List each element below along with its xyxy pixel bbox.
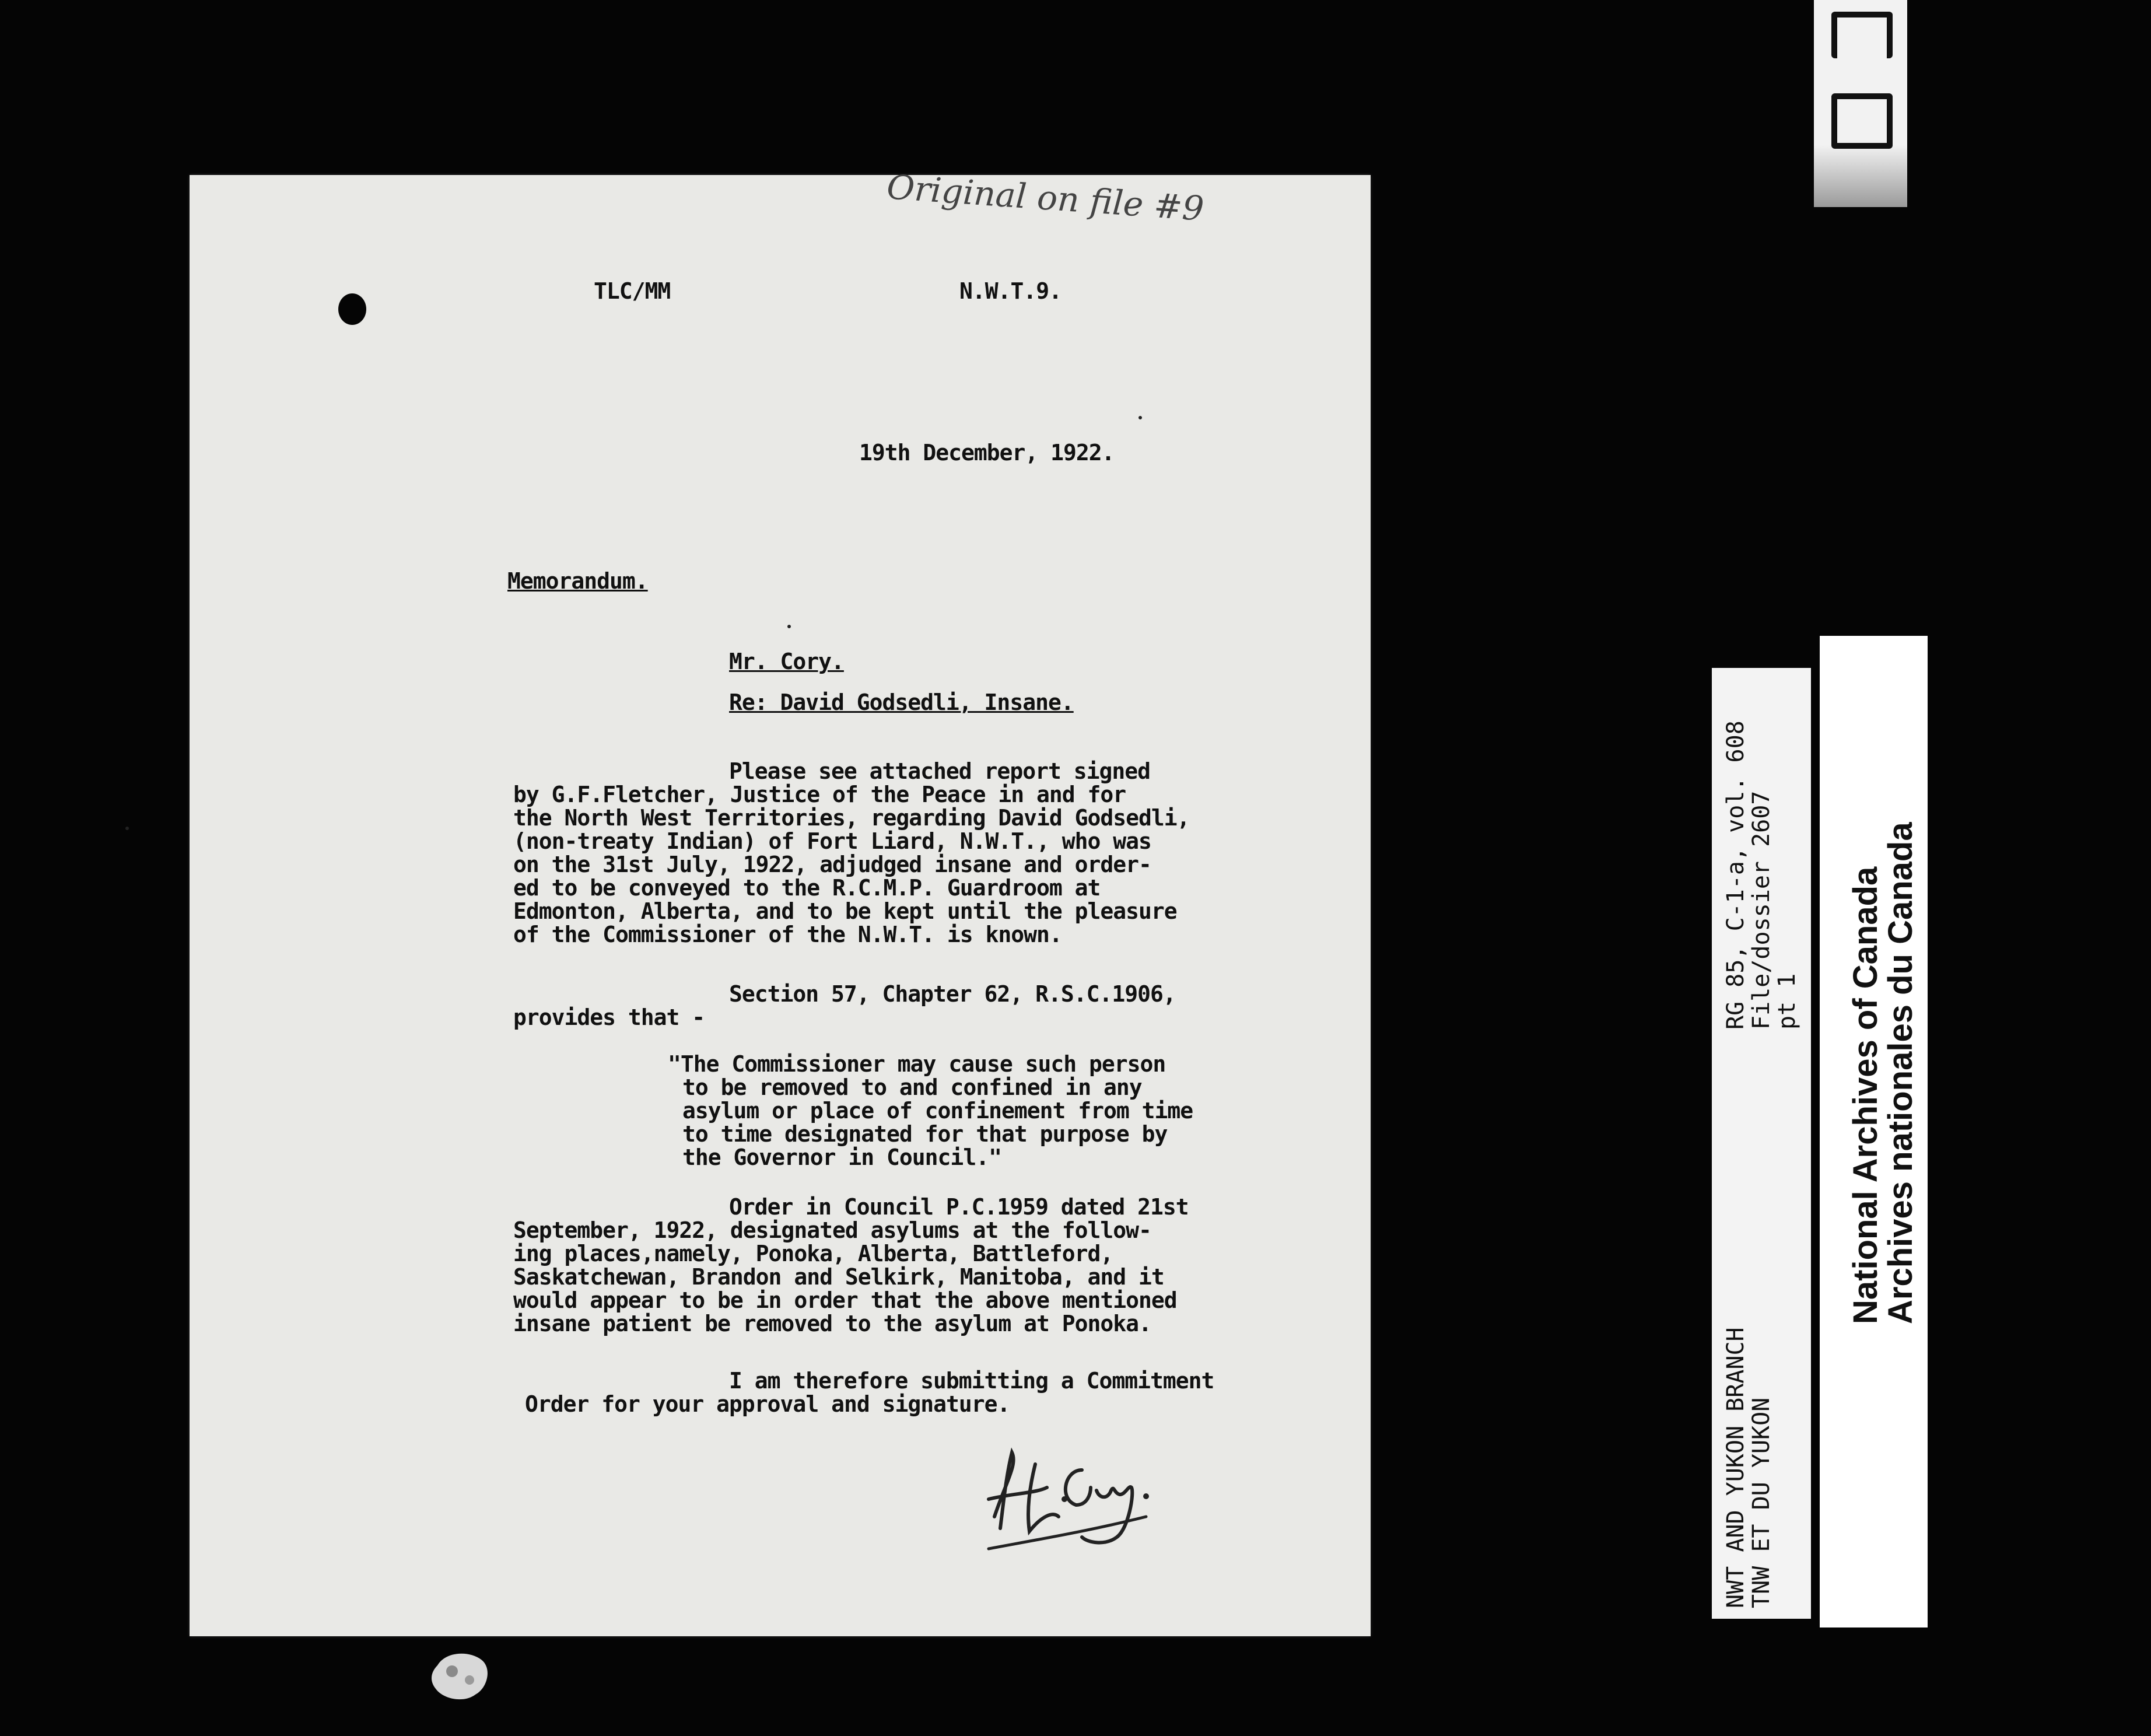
punch-hole: [338, 293, 366, 325]
paragraph-line: by G.F.Fletcher, Justice of the Peace in and for: [513, 782, 1126, 807]
paragraph-1: [513, 760, 1330, 970]
paragraph-line: Saskatchewan, Brandon and Selkirk, Manitoba, and it: [513, 1264, 1164, 1290]
quote-line: to be removed to and confined in any: [682, 1074, 1142, 1100]
quote-line: asylum or place of confinement from time: [682, 1098, 1193, 1124]
memo-subject: Re: David Godsedli, Insane.: [729, 690, 1074, 715]
quote-line: the Governor in Council.": [682, 1144, 1001, 1170]
reference-line-1: RG 85, C-1-a, vol. 608: [1722, 720, 1749, 1030]
institution-label: [1820, 636, 1928, 1628]
handwritten-annotation: Original on file #9: [885, 167, 1206, 229]
file-number: N.W.T.9.: [959, 278, 1062, 304]
memorandum-page: [190, 167, 1371, 1636]
paragraph-line: I am therefore submitting a Commitment: [729, 1368, 1214, 1394]
memo-heading: Memorandum.: [507, 568, 648, 594]
paragraph-line: on the 31st July, 1922, adjudged insane and order-: [513, 852, 1151, 877]
paragraph-line: provides that -: [513, 1005, 705, 1030]
paragraph-line: the North West Territories, regarding David Godsedli,: [513, 805, 1190, 831]
paragraph-3: [513, 1196, 1341, 1348]
reference-line-2: File/dossier 2607: [1748, 790, 1775, 1030]
paragraph-line: (non-treaty Indian) of Fort Liard, N.W.T., who was: [513, 828, 1151, 854]
paragraph-line: Section 57, Chapter 62, R.S.C.1906,: [729, 981, 1176, 1007]
speck: [125, 827, 129, 830]
paper-fragment: [429, 1648, 493, 1703]
institution-name-fr: Archives nationales du Canada: [1882, 822, 1919, 1324]
film-marker-glyph: [1831, 93, 1893, 149]
reference-label: [1712, 668, 1811, 1619]
quote-line: "The Commissioner may cause such person: [668, 1051, 1166, 1077]
memo-addressee: Mr. Cory.: [729, 649, 844, 674]
paragraph-2: [513, 983, 1330, 1035]
film-marker-tab: [1814, 0, 1907, 207]
memo-date: 19th December, 1922.: [859, 440, 1115, 466]
paragraph-line: of the Commissioner of the N.W.T. is known.: [513, 922, 1062, 947]
branch-label-en: NWT AND YUKON BRANCH: [1722, 1327, 1749, 1608]
paragraph-line: would appear to be in order that the above mentioned: [513, 1287, 1177, 1313]
film-marker-glyph: [1831, 12, 1893, 58]
signature: [971, 1429, 1169, 1558]
paragraph-line: Order in Council P.C.1959 dated 21st: [729, 1194, 1189, 1220]
paragraph-line: Please see attached report signed: [729, 758, 1150, 784]
statute-quote: [668, 1053, 1309, 1175]
speck: [1138, 416, 1142, 419]
paragraph-line: ing places,namely, Ponoka, Alberta, Battleford,: [513, 1241, 1113, 1266]
branch-label-fr: TNW ET DU YUKON: [1748, 1397, 1775, 1608]
paragraph-line: Edmonton, Alberta, and to be kept until the pleasure: [513, 898, 1177, 924]
paragraph-line: ed to be conveyed to the R.C.M.P. Guardroom at: [513, 875, 1101, 901]
quote-line: to time designated for that purpose by: [682, 1121, 1168, 1147]
reference-initials: TLC/MM: [594, 278, 671, 304]
reference-line-3: pt 1: [1774, 973, 1800, 1030]
speck: [787, 625, 791, 628]
paragraph-line: insane patient be removed to the asylum at Ponoka.: [513, 1311, 1151, 1336]
institution-name-en: National Archives of Canada: [1847, 866, 1884, 1324]
paragraph-4: [525, 1370, 1353, 1422]
paragraph-line: Order for your approval and signature.: [525, 1391, 1010, 1417]
paragraph-line: September, 1922, designated asylums at the follow-: [513, 1217, 1151, 1243]
